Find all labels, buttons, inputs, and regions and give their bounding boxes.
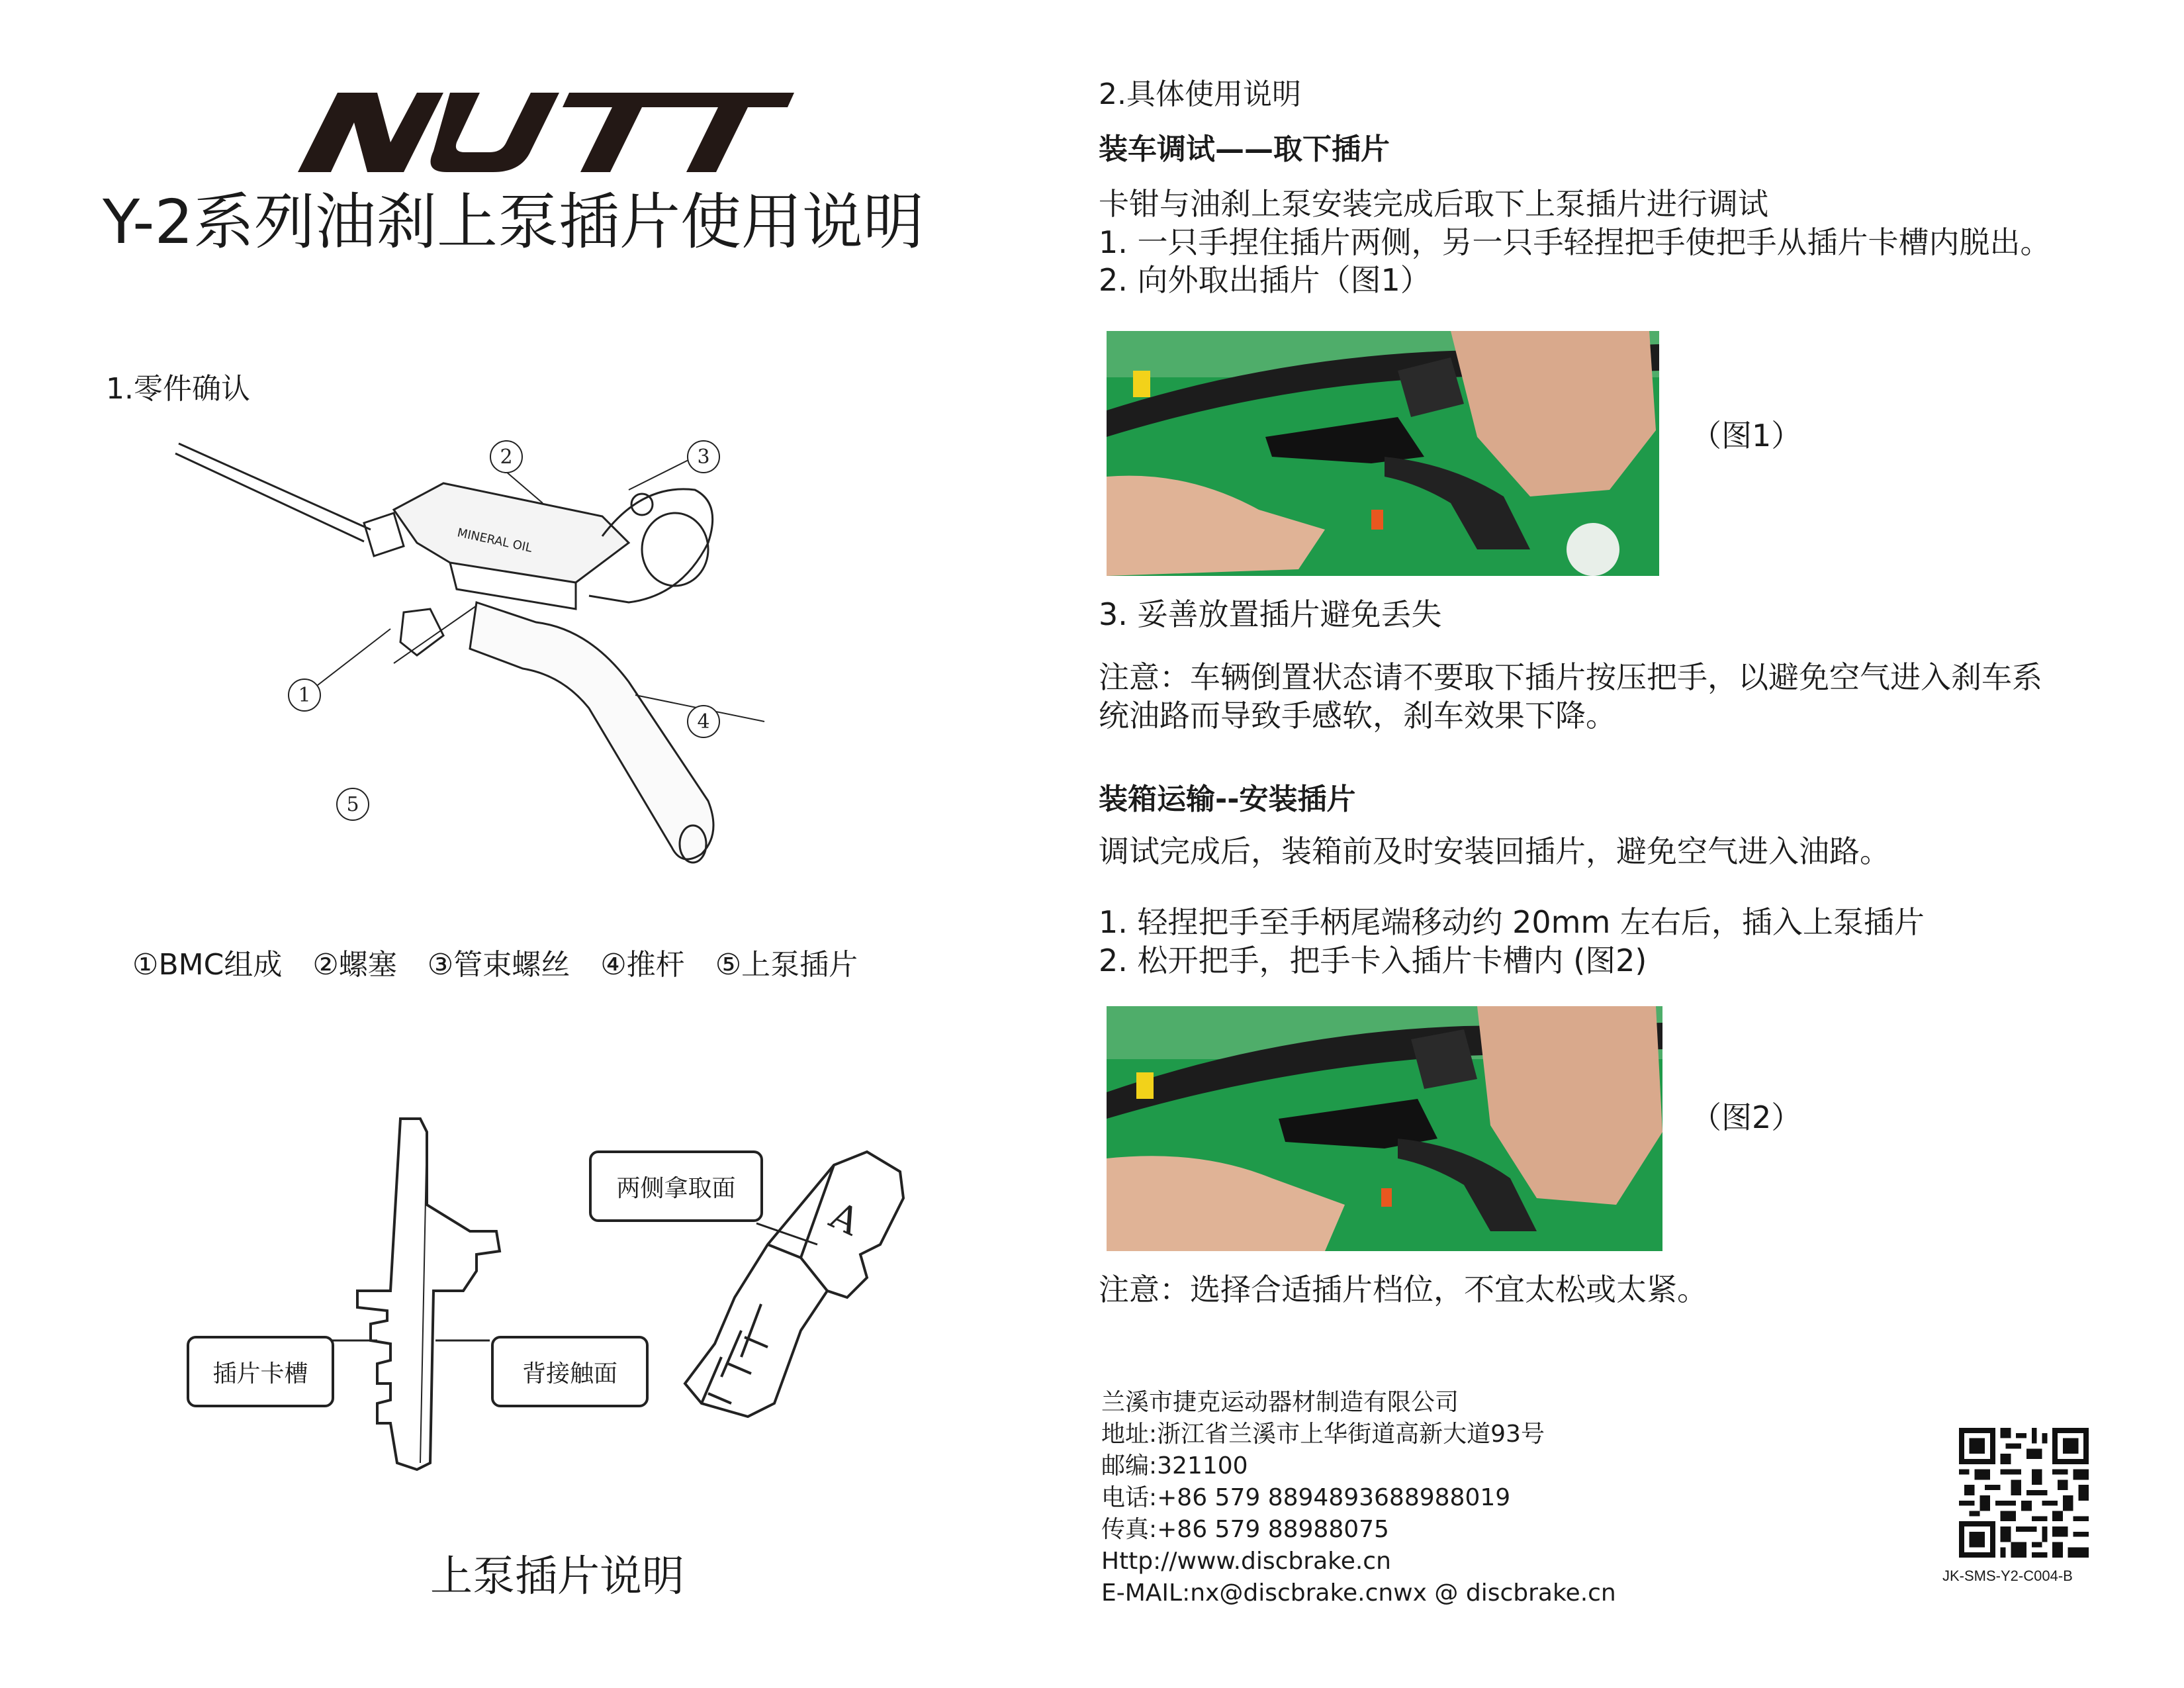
- text-line: 统油路而导致手感软，刹车效果下降。: [1099, 697, 1616, 733]
- hose: [175, 444, 371, 541]
- legend-item: ①BMC组成: [132, 948, 283, 982]
- step-store-insert: 3. 妥善放置插片避免丢失: [1099, 596, 1442, 632]
- clamp-bore: [642, 513, 708, 586]
- company-address: 地址:浙江省兰溪市上华街道高新大道93号: [1101, 1421, 1545, 1448]
- company-email: E-MAIL:nx@discbrake.cnwx @ discbrake.cn: [1101, 1579, 1616, 1607]
- label-back-contact: 背接触面: [491, 1336, 649, 1407]
- lever-blade: [470, 602, 713, 859]
- master-cylinder-body: [394, 483, 629, 583]
- label-insert-slot: 插片卡槽: [187, 1336, 334, 1407]
- text-line: 注意：车辆倒置状态请不要取下插片按压把手，以避免空气进入刹车系: [1099, 659, 2042, 695]
- document-code: JK-SMS-Y2-C004-B: [1942, 1568, 2073, 1584]
- text-line: 卡钳与油刹上泵安装完成后取下上泵插片进行调试: [1099, 186, 1768, 222]
- callout-number: 3: [697, 445, 710, 469]
- legend-item: ⑤上泵插片: [715, 948, 858, 982]
- insert-diagram: [165, 1092, 927, 1489]
- subheading-remove-insert: 装车调试——取下插片: [1099, 132, 1390, 166]
- company-website: Http://www.discbrake.cn: [1101, 1548, 1391, 1575]
- install-insert-steps: [1099, 904, 1925, 980]
- text-line: 2. 松开把手，把手卡入插片卡槽内 (图2): [1099, 942, 1647, 978]
- nutt-logo: [291, 79, 794, 179]
- remove-insert-steps: [1099, 185, 2131, 300]
- text-line: 2. 向外取出插片（图1）: [1099, 262, 1431, 298]
- section-heading-usage: 2.具体使用说明: [1099, 77, 1301, 111]
- insert-mark: A: [823, 1194, 866, 1244]
- figure-label-2: （图2）: [1691, 1100, 1802, 1135]
- figure-label-1: （图1）: [1691, 418, 1802, 453]
- callout-number: 1: [298, 684, 311, 707]
- legend-item: ②螺塞: [312, 948, 397, 982]
- company-postcode: 邮编:321100: [1101, 1452, 1248, 1479]
- hose-fitting: [364, 513, 404, 556]
- install-insert-intro: 调试完成后，装箱前及时安装回插片，避免空气进入油路。: [1099, 833, 1890, 869]
- callout-number: 5: [346, 793, 359, 816]
- insert-diagram-caption: 上泵插片说明: [430, 1552, 684, 1601]
- lever-print: MINERAL OIL: [455, 526, 533, 555]
- insert-side-view: [357, 1119, 500, 1470]
- note-inverted-bike: [1099, 659, 2118, 735]
- company-fax: 传真:+86 579 88988075: [1101, 1516, 1389, 1543]
- brake-lever-diagram: [165, 430, 794, 907]
- page-title: Y-2系列油刹上泵插片使用说明: [103, 187, 925, 258]
- photo-remove-insert: [1107, 331, 1659, 576]
- photo-install-insert: [1107, 1006, 1662, 1251]
- company-phone: 电话:+86 579 8894893688988019: [1101, 1484, 1511, 1511]
- parts-legend: [132, 947, 858, 983]
- callout-number: 2: [500, 445, 513, 469]
- subheading-install-insert: 装箱运输--安装插片: [1099, 782, 1356, 816]
- qr-code: [1958, 1428, 2090, 1558]
- section-heading-parts: 1.零件确认: [106, 372, 250, 406]
- text-line: 1. 一只手捏住插片两侧，另一只手轻捏把手使把手从插片卡槽内脱出。: [1099, 224, 2051, 260]
- legend-item: ③管束螺丝: [427, 948, 570, 982]
- company-name: 兰溪市捷克运动器材制造有限公司: [1101, 1389, 1459, 1416]
- insert-part: [400, 609, 443, 655]
- text-line: 1. 轻捏把手至手柄尾端移动约 20mm 左右后，插入上泵插片: [1099, 904, 1925, 940]
- callout-number: 4: [697, 710, 710, 733]
- note-insert-fit: 注意：选择合适插片档位，不宜太松或太紧。: [1099, 1272, 1707, 1307]
- label-grip-sides: 两侧拿取面: [589, 1150, 763, 1222]
- company-info: [1101, 1387, 1616, 1609]
- legend-item: ④推杆: [600, 948, 685, 982]
